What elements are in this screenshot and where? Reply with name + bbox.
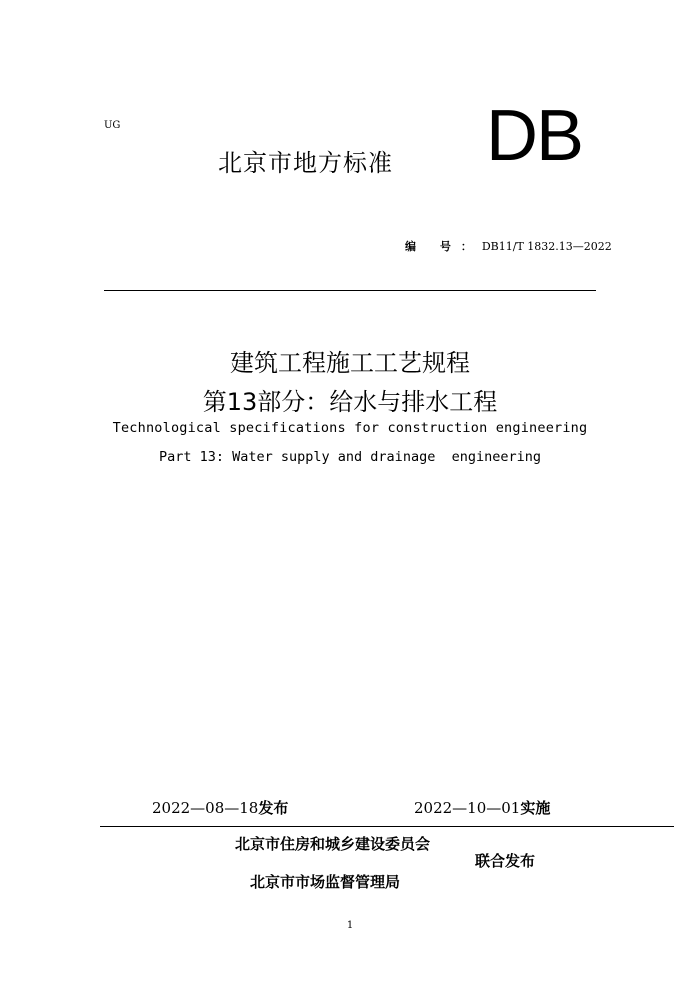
standard-type-heading: 北京市地方标准 (218, 149, 393, 177)
title-sub-en: Part 13: Water supply and drainage engineering (158, 449, 541, 465)
title-sub-cn: 第13部分：给水与排水工程 (202, 388, 498, 416)
issuer-market-regulation: 北京市市场监督管理局 (250, 873, 401, 891)
joint-issue-label: 联合发布 (475, 852, 536, 870)
issue-date-label: 发布 (258, 799, 289, 817)
db-logo-mark: DB (486, 96, 583, 176)
top-divider (104, 290, 596, 291)
implementation-date-label: 实施 (520, 799, 551, 817)
implementation-date-value: 2022—10—01 (414, 799, 521, 817)
implementation-date (414, 797, 550, 818)
standard-number-value: DB11/T 1832.13—2022 (481, 240, 612, 253)
issue-date-value: 2022—08—18 (152, 799, 259, 817)
page-number: 1 (346, 920, 354, 931)
standard-number (405, 238, 612, 254)
bottom-divider (100, 826, 674, 827)
issue-date (152, 797, 288, 818)
standard-number-label: 编 号： (405, 240, 482, 253)
title-main-cn: 建筑工程施工工艺规程 (230, 349, 470, 377)
issuer-housing-commission: 北京市住房和城乡建设委员会 (235, 835, 431, 853)
title-main-en: Technological specifications for construction engineering (112, 420, 588, 436)
corner-code: UG (104, 120, 121, 131)
